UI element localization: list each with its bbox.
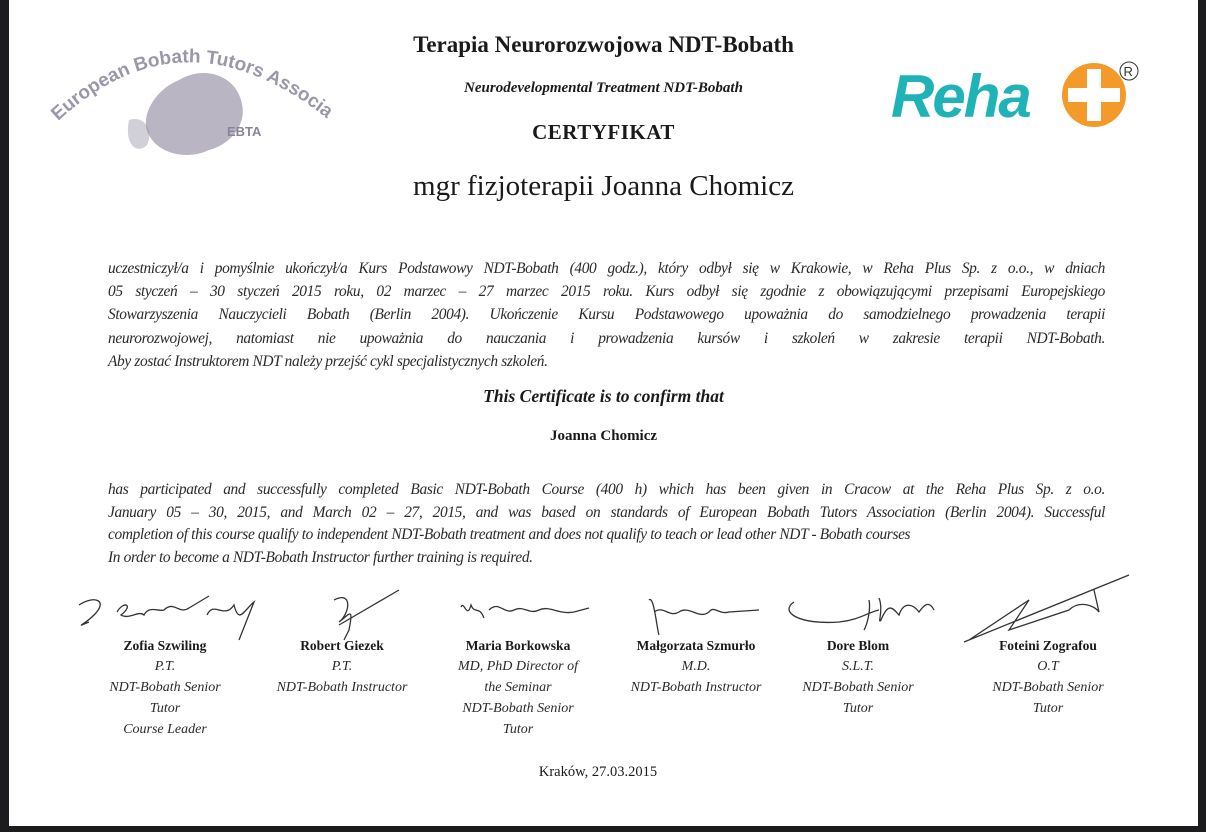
signatory-name: Dore Blom bbox=[826, 638, 890, 653]
signatory-role: Tutor bbox=[1032, 701, 1064, 716]
english-heading: This Certificate is to confirm that bbox=[483, 386, 724, 406]
paragraph-line: has participated and successfully completed Basic NDT-Bobath Course (400 h) which has been given in Cracow at the Reha Plus Sp. z o.o. bbox=[108, 481, 1105, 498]
english-recipient-name: Joanna Chomicz bbox=[549, 428, 658, 444]
certificate-label: CERTYFIKAT bbox=[532, 120, 675, 144]
signatory-name: Maria Borkowska bbox=[465, 638, 571, 653]
paragraph-line: Aby zostać Instruktorem NDT należy przejść cykl specjalistycznych szkoleń. bbox=[108, 352, 548, 370]
signatory-role: NDT-Bobath Instructor bbox=[630, 680, 762, 695]
signatory-role: NDT-Bobath Senior bbox=[109, 680, 221, 695]
svg-text:European Bobath Tutors Associa: European Bobath Tutors Association bbox=[23, 4, 337, 125]
certificate-title: Terapia Neurorozwojowa NDT-Bobath bbox=[413, 32, 794, 57]
certificate-subtitle: Neurodevelopmental Treatment NDT-Bobath bbox=[464, 80, 743, 96]
signatory-role: NDT-Bobath Senior bbox=[992, 680, 1104, 695]
signatory-block bbox=[953, 636, 1143, 719]
signatory-name: Zofia Szwiling bbox=[123, 638, 207, 653]
signatory-role: Tutor bbox=[502, 722, 534, 737]
svg-text:R: R bbox=[1123, 64, 1133, 79]
signatory-role: NDT-Bobath Instructor bbox=[276, 680, 408, 695]
signatory-role: NDT-Bobath Senior bbox=[802, 680, 914, 695]
recipient-name: mgr fizjoterapii Joanna Chomicz bbox=[413, 170, 794, 202]
place-date: Kraków, 27.03.2015 bbox=[538, 764, 658, 780]
signatory-block bbox=[247, 636, 437, 698]
signatory-block bbox=[763, 636, 953, 719]
signatory-role: MD, PhD Director of bbox=[457, 659, 579, 674]
signatory-role: P.T. bbox=[331, 659, 353, 674]
paragraph-line: neurorozwojowej, natomiast nie upoważnia do nauczania i prowadzenia kursów i szkoleń w zakresie terapii NDT-Bobath. bbox=[108, 329, 1105, 347]
signatory-role: Tutor bbox=[842, 701, 874, 716]
paragraph-line: In order to become a NDT-Bobath Instructor further training is required. bbox=[108, 548, 533, 566]
signatory-role: O.T bbox=[1037, 659, 1059, 674]
signatory-role: Course Leader bbox=[123, 722, 207, 737]
signatory-role: NDT-Bobath Senior bbox=[462, 701, 574, 716]
signatory-name: Małgorzata Szmurło bbox=[636, 638, 756, 653]
signatory-block bbox=[70, 636, 260, 740]
paragraph-line: January 05 – 30, 2015, and March 02 – 27, 2015, and was based on standards of European Bobath Tutors Association (Berlin 2004). Successful bbox=[108, 503, 1105, 521]
svg-text:EBTA: EBTA bbox=[227, 124, 262, 139]
paragraph-line: 05 styczeń – 30 styczeń 2015 roku, 02 marzec – 27 marzec 2015 roku. Kurs odbył się zgodnie z obowiązującymi przepisami Europejskiego bbox=[108, 283, 1105, 301]
signatory-role: M.D. bbox=[681, 659, 711, 674]
svg-text:Reha: Reha bbox=[891, 63, 1030, 130]
paragraph-line: completion of this course qualify to independent NDT-Bobath treatment and does not qualify to teach or lead other NDT - Bobath courses bbox=[108, 526, 911, 543]
signatory-name: Foteini Zografou bbox=[999, 638, 1097, 653]
signatory-role: the Seminar bbox=[484, 680, 552, 695]
certificate-page bbox=[9, 0, 1198, 826]
signatory-role: S.L.T. bbox=[841, 659, 875, 674]
signatory-name: Robert Giezek bbox=[300, 638, 384, 653]
signatory-role: Tutor bbox=[149, 701, 181, 716]
paragraph-line: Stowarzyszenia Nauczycieli Bobath (Berlin 2004). Ukończenie Kursu Podstawowego upoważnia do samodzielnego prowadzenia terapii bbox=[108, 306, 1105, 324]
paragraph-line: uczestniczył/a i pomyślnie ukończył/a Kurs Podstawowy NDT-Bobath (400 godz.), który odbył się w Krakowie, w Reha Plus Sp. z o.o., w dniach bbox=[108, 260, 1105, 277]
signatory-role: P.T. bbox=[154, 659, 176, 674]
signatory-block bbox=[423, 636, 613, 740]
